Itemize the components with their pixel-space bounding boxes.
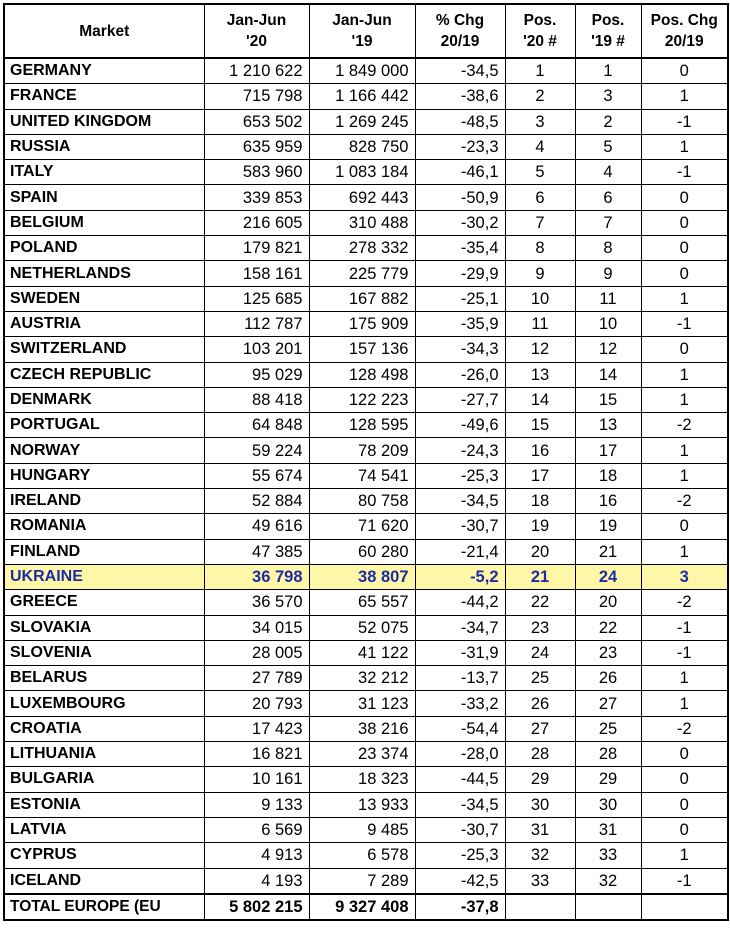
cell-pos-20: 14	[505, 387, 575, 412]
cell-pct-chg: -25,1	[415, 286, 505, 311]
cell-pct-chg: -42,5	[415, 868, 505, 894]
cell-jan-jun-19: 122 223	[309, 387, 415, 412]
table-row	[4, 742, 728, 767]
cell-pct-chg: -35,4	[415, 236, 505, 261]
cell-pos-20: 10	[505, 286, 575, 311]
table-row	[4, 489, 728, 514]
cell-jan-jun-19: 13 933	[309, 792, 415, 817]
cell-pct-chg: -44,2	[415, 590, 505, 615]
table-row	[4, 387, 728, 412]
cell-pos-19: 16	[575, 489, 641, 514]
table-row	[4, 109, 728, 134]
cell-market: ROMANIA	[4, 514, 204, 539]
cell-jan-jun-20: 715 798	[204, 84, 309, 109]
header-pos-chg: Pos. Chg 20/19	[641, 4, 728, 58]
cell-pos-19: 32	[575, 868, 641, 894]
cell-pos-chg: 0	[641, 742, 728, 767]
cell-pos-chg: -2	[641, 590, 728, 615]
cell-jan-jun-19: 1 849 000	[309, 58, 415, 84]
cell-jan-jun-20: 36 570	[204, 590, 309, 615]
cell-pct-chg: -49,6	[415, 413, 505, 438]
cell-market: POLAND	[4, 236, 204, 261]
cell-jan-jun-19: 78 209	[309, 438, 415, 463]
cell-market: LITHUANIA	[4, 742, 204, 767]
cell-jan-jun-20: 55 674	[204, 463, 309, 488]
cell-jan-jun-20: 179 821	[204, 236, 309, 261]
cell-jan-jun-19: 1 269 245	[309, 109, 415, 134]
table-row	[4, 160, 728, 185]
cell-market: GERMANY	[4, 58, 204, 84]
cell-pos-20: 6	[505, 185, 575, 210]
table-row	[4, 84, 728, 109]
cell-jan-jun-20: 158 161	[204, 261, 309, 286]
cell-pos-20: 24	[505, 640, 575, 665]
cell-pos-20: 23	[505, 615, 575, 640]
cell-jan-jun-20: 4 913	[204, 843, 309, 868]
cell-pos-20: 32	[505, 843, 575, 868]
cell-pos-chg: 0	[641, 58, 728, 84]
table-row	[4, 615, 728, 640]
cell-pos-19: 27	[575, 691, 641, 716]
cell-market: DENMARK	[4, 387, 204, 412]
cell-market: RUSSIA	[4, 134, 204, 159]
cell-jan-jun-20: 95 029	[204, 362, 309, 387]
cell-jan-jun-19: 41 122	[309, 640, 415, 665]
cell-pos-20: 8	[505, 236, 575, 261]
cell-market: SWITZERLAND	[4, 337, 204, 362]
table-row	[4, 767, 728, 792]
cell-pos-chg: -1	[641, 311, 728, 336]
cell-pos-20: 21	[505, 564, 575, 589]
table-row	[4, 843, 728, 868]
cell-pos-19: 28	[575, 742, 641, 767]
cell-pos-20: 1	[505, 58, 575, 84]
cell-pos-19: 29	[575, 767, 641, 792]
cell-market: CROATIA	[4, 716, 204, 741]
cell-pos-20: 7	[505, 210, 575, 235]
cell-pos-19: 1	[575, 58, 641, 84]
cell-pos-chg: 0	[641, 261, 728, 286]
cell-pos-chg: 3	[641, 564, 728, 589]
cell-pos-chg: 1	[641, 843, 728, 868]
cell-jan-jun-19: 80 758	[309, 489, 415, 514]
cell-jan-jun-20: 125 685	[204, 286, 309, 311]
cell-pos-chg: 0	[641, 767, 728, 792]
cell-jan-jun-20: 47 385	[204, 539, 309, 564]
cell-pos-20: 17	[505, 463, 575, 488]
header-jan-jun-20: Jan-Jun '20	[204, 4, 309, 58]
cell-pct-chg: -34,7	[415, 615, 505, 640]
cell-market: NETHERLANDS	[4, 261, 204, 286]
cell-market: SLOVENIA	[4, 640, 204, 665]
cell-pos-20: 19	[505, 514, 575, 539]
cell-pct-chg: -31,9	[415, 640, 505, 665]
header-pos-19: Pos. '19 #	[575, 4, 641, 58]
cell-market: ITALY	[4, 160, 204, 185]
cell-pct-chg: -13,7	[415, 666, 505, 691]
table-row	[4, 716, 728, 741]
cell-jan-jun-19: 128 595	[309, 413, 415, 438]
cell-market: BELARUS	[4, 666, 204, 691]
cell-jan-jun-20: 583 960	[204, 160, 309, 185]
cell-pct-chg: -5,2	[415, 564, 505, 589]
cell-pos-chg: 1	[641, 438, 728, 463]
header-row	[4, 4, 728, 58]
cell-market: FRANCE	[4, 84, 204, 109]
table-row-total	[4, 894, 728, 920]
cell-market: SLOVAKIA	[4, 615, 204, 640]
table-row	[4, 337, 728, 362]
cell-pos-20: 33	[505, 868, 575, 894]
cell-jan-jun-20: 216 605	[204, 210, 309, 235]
cell-pos-19: 18	[575, 463, 641, 488]
cell-pos-19: 6	[575, 185, 641, 210]
cell-pct-chg: -38,6	[415, 84, 505, 109]
cell-pos-20: 31	[505, 817, 575, 842]
cell-pos-19: 26	[575, 666, 641, 691]
cell-pct-chg: -48,5	[415, 109, 505, 134]
cell-market: TOTAL EUROPE (EU	[4, 894, 204, 920]
cell-pct-chg: -33,2	[415, 691, 505, 716]
cell-jan-jun-20: 339 853	[204, 185, 309, 210]
cell-market: CZECH REPUBLIC	[4, 362, 204, 387]
cell-pos-chg: -2	[641, 716, 728, 741]
market-table	[3, 3, 729, 921]
table-row	[4, 261, 728, 286]
cell-jan-jun-19: 38 216	[309, 716, 415, 741]
cell-jan-jun-20: 88 418	[204, 387, 309, 412]
cell-pct-chg: -21,4	[415, 539, 505, 564]
cell-jan-jun-20: 36 798	[204, 564, 309, 589]
table-row	[4, 817, 728, 842]
table-row	[4, 666, 728, 691]
cell-pos-19: 25	[575, 716, 641, 741]
cell-pos-chg: 1	[641, 84, 728, 109]
cell-pos-19: 4	[575, 160, 641, 185]
cell-pos-19: 11	[575, 286, 641, 311]
table-row	[4, 413, 728, 438]
cell-market: ICELAND	[4, 868, 204, 894]
header-pct-chg: % Chg 20/19	[415, 4, 505, 58]
table-row-highlighted	[4, 564, 728, 589]
cell-market: SPAIN	[4, 185, 204, 210]
cell-pos-20: 4	[505, 134, 575, 159]
cell-jan-jun-20: 635 959	[204, 134, 309, 159]
cell-jan-jun-20: 1 210 622	[204, 58, 309, 84]
cell-jan-jun-20: 52 884	[204, 489, 309, 514]
cell-pos-chg: 0	[641, 792, 728, 817]
cell-pos-20: 27	[505, 716, 575, 741]
cell-pos-chg	[641, 894, 728, 920]
cell-pct-chg: -34,5	[415, 792, 505, 817]
cell-pct-chg: -34,3	[415, 337, 505, 362]
cell-pos-19: 24	[575, 564, 641, 589]
cell-market: UNITED KINGDOM	[4, 109, 204, 134]
header-market: Market	[4, 4, 204, 58]
cell-jan-jun-20: 653 502	[204, 109, 309, 134]
cell-pos-chg: -2	[641, 489, 728, 514]
cell-jan-jun-19: 692 443	[309, 185, 415, 210]
cell-market: GREECE	[4, 590, 204, 615]
cell-jan-jun-19: 74 541	[309, 463, 415, 488]
cell-pos-chg: 0	[641, 185, 728, 210]
cell-jan-jun-19: 828 750	[309, 134, 415, 159]
cell-pos-20	[505, 894, 575, 920]
cell-pct-chg: -50,9	[415, 185, 505, 210]
cell-pct-chg: -37,8	[415, 894, 505, 920]
cell-pct-chg: -25,3	[415, 843, 505, 868]
cell-pct-chg: -29,9	[415, 261, 505, 286]
cell-pos-19: 14	[575, 362, 641, 387]
cell-pos-19: 12	[575, 337, 641, 362]
table-row	[4, 58, 728, 84]
cell-jan-jun-20: 112 787	[204, 311, 309, 336]
table-row	[4, 286, 728, 311]
cell-jan-jun-20: 28 005	[204, 640, 309, 665]
table-row	[4, 539, 728, 564]
cell-jan-jun-19: 38 807	[309, 564, 415, 589]
cell-pct-chg: -34,5	[415, 489, 505, 514]
cell-pos-20: 2	[505, 84, 575, 109]
cell-market: AUSTRIA	[4, 311, 204, 336]
cell-pos-19: 22	[575, 615, 641, 640]
cell-pos-19: 10	[575, 311, 641, 336]
cell-market: CYPRUS	[4, 843, 204, 868]
cell-pos-20: 11	[505, 311, 575, 336]
cell-jan-jun-20: 10 161	[204, 767, 309, 792]
cell-pos-20: 20	[505, 539, 575, 564]
cell-pos-20: 28	[505, 742, 575, 767]
table-row	[4, 311, 728, 336]
cell-market: FINLAND	[4, 539, 204, 564]
cell-jan-jun-19: 7 289	[309, 868, 415, 894]
cell-pos-19	[575, 894, 641, 920]
cell-pos-20: 12	[505, 337, 575, 362]
cell-pos-20: 3	[505, 109, 575, 134]
cell-pos-20: 9	[505, 261, 575, 286]
cell-pos-chg: 1	[641, 286, 728, 311]
cell-jan-jun-20: 9 133	[204, 792, 309, 817]
table-row	[4, 236, 728, 261]
cell-pos-20: 25	[505, 666, 575, 691]
cell-pos-chg: -1	[641, 160, 728, 185]
cell-pct-chg: -30,7	[415, 817, 505, 842]
cell-jan-jun-20: 16 821	[204, 742, 309, 767]
cell-pos-20: 26	[505, 691, 575, 716]
cell-pos-20: 22	[505, 590, 575, 615]
cell-pos-19: 30	[575, 792, 641, 817]
cell-jan-jun-19: 65 557	[309, 590, 415, 615]
cell-market: BULGARIA	[4, 767, 204, 792]
cell-pct-chg: -30,7	[415, 514, 505, 539]
cell-jan-jun-20: 5 802 215	[204, 894, 309, 920]
cell-market: ESTONIA	[4, 792, 204, 817]
cell-market: HUNGARY	[4, 463, 204, 488]
cell-pos-19: 2	[575, 109, 641, 134]
cell-jan-jun-19: 225 779	[309, 261, 415, 286]
cell-pos-20: 29	[505, 767, 575, 792]
cell-jan-jun-19: 167 882	[309, 286, 415, 311]
table-row	[4, 590, 728, 615]
table-body	[4, 58, 728, 920]
cell-jan-jun-19: 31 123	[309, 691, 415, 716]
cell-market: BELGIUM	[4, 210, 204, 235]
table-row	[4, 362, 728, 387]
cell-jan-jun-20: 64 848	[204, 413, 309, 438]
cell-pct-chg: -24,3	[415, 438, 505, 463]
cell-pct-chg: -25,3	[415, 463, 505, 488]
cell-jan-jun-20: 27 789	[204, 666, 309, 691]
cell-market: SWEDEN	[4, 286, 204, 311]
cell-pos-chg: -1	[641, 868, 728, 894]
cell-pos-chg: -2	[641, 413, 728, 438]
table-row	[4, 134, 728, 159]
cell-jan-jun-19: 278 332	[309, 236, 415, 261]
table-row	[4, 514, 728, 539]
cell-pos-19: 15	[575, 387, 641, 412]
cell-pos-chg: 1	[641, 387, 728, 412]
cell-pos-chg: -1	[641, 109, 728, 134]
cell-market: PORTUGAL	[4, 413, 204, 438]
table-row	[4, 438, 728, 463]
table-row	[4, 792, 728, 817]
cell-jan-jun-19: 1 166 442	[309, 84, 415, 109]
cell-pct-chg: -44,5	[415, 767, 505, 792]
cell-market: UKRAINE	[4, 564, 204, 589]
cell-pos-19: 17	[575, 438, 641, 463]
cell-jan-jun-19: 71 620	[309, 514, 415, 539]
table-row	[4, 691, 728, 716]
cell-pos-chg: 1	[641, 666, 728, 691]
cell-pos-19: 20	[575, 590, 641, 615]
cell-jan-jun-20: 6 569	[204, 817, 309, 842]
cell-jan-jun-20: 34 015	[204, 615, 309, 640]
cell-pos-chg: 0	[641, 337, 728, 362]
cell-pos-chg: 0	[641, 210, 728, 235]
cell-pos-chg: 0	[641, 514, 728, 539]
cell-pos-19: 8	[575, 236, 641, 261]
cell-pos-20: 30	[505, 792, 575, 817]
cell-market: LUXEMBOURG	[4, 691, 204, 716]
cell-pos-19: 3	[575, 84, 641, 109]
cell-pos-chg: 0	[641, 236, 728, 261]
cell-pos-19: 19	[575, 514, 641, 539]
cell-jan-jun-19: 18 323	[309, 767, 415, 792]
cell-pos-19: 31	[575, 817, 641, 842]
cell-pos-chg: 1	[641, 463, 728, 488]
cell-jan-jun-19: 9 327 408	[309, 894, 415, 920]
table-row	[4, 185, 728, 210]
table-row	[4, 463, 728, 488]
cell-pos-20: 13	[505, 362, 575, 387]
cell-pos-19: 21	[575, 539, 641, 564]
header-jan-jun-19: Jan-Jun '19	[309, 4, 415, 58]
cell-jan-jun-19: 157 136	[309, 337, 415, 362]
cell-pct-chg: -23,3	[415, 134, 505, 159]
cell-pct-chg: -35,9	[415, 311, 505, 336]
cell-pct-chg: -28,0	[415, 742, 505, 767]
cell-pos-19: 13	[575, 413, 641, 438]
cell-pos-19: 23	[575, 640, 641, 665]
table-row	[4, 868, 728, 894]
cell-jan-jun-19: 128 498	[309, 362, 415, 387]
cell-pos-chg: 1	[641, 691, 728, 716]
cell-jan-jun-20: 49 616	[204, 514, 309, 539]
table-row	[4, 210, 728, 235]
cell-market: NORWAY	[4, 438, 204, 463]
cell-pos-chg: 1	[641, 539, 728, 564]
cell-jan-jun-19: 6 578	[309, 843, 415, 868]
cell-pos-19: 9	[575, 261, 641, 286]
cell-jan-jun-19: 23 374	[309, 742, 415, 767]
cell-jan-jun-19: 9 485	[309, 817, 415, 842]
cell-pct-chg: -26,0	[415, 362, 505, 387]
cell-jan-jun-20: 103 201	[204, 337, 309, 362]
cell-pct-chg: -54,4	[415, 716, 505, 741]
table-row	[4, 640, 728, 665]
cell-pos-20: 16	[505, 438, 575, 463]
cell-pos-19: 5	[575, 134, 641, 159]
cell-pct-chg: -27,7	[415, 387, 505, 412]
cell-pos-chg: -1	[641, 615, 728, 640]
cell-pos-chg: 1	[641, 362, 728, 387]
cell-jan-jun-19: 32 212	[309, 666, 415, 691]
cell-jan-jun-19: 1 083 184	[309, 160, 415, 185]
cell-jan-jun-20: 20 793	[204, 691, 309, 716]
cell-pos-chg: 1	[641, 134, 728, 159]
cell-pct-chg: -30,2	[415, 210, 505, 235]
cell-pos-20: 15	[505, 413, 575, 438]
cell-jan-jun-19: 310 488	[309, 210, 415, 235]
cell-jan-jun-20: 59 224	[204, 438, 309, 463]
cell-pct-chg: -34,5	[415, 58, 505, 84]
cell-market: IRELAND	[4, 489, 204, 514]
cell-market: LATVIA	[4, 817, 204, 842]
cell-jan-jun-19: 175 909	[309, 311, 415, 336]
cell-pos-19: 7	[575, 210, 641, 235]
cell-jan-jun-19: 52 075	[309, 615, 415, 640]
cell-pos-20: 5	[505, 160, 575, 185]
cell-pct-chg: -46,1	[415, 160, 505, 185]
cell-pos-19: 33	[575, 843, 641, 868]
cell-jan-jun-19: 60 280	[309, 539, 415, 564]
cell-pos-20: 18	[505, 489, 575, 514]
cell-pos-chg: 0	[641, 817, 728, 842]
header-pos-20: Pos. '20 #	[505, 4, 575, 58]
cell-pos-chg: -1	[641, 640, 728, 665]
cell-jan-jun-20: 4 193	[204, 868, 309, 894]
cell-jan-jun-20: 17 423	[204, 716, 309, 741]
